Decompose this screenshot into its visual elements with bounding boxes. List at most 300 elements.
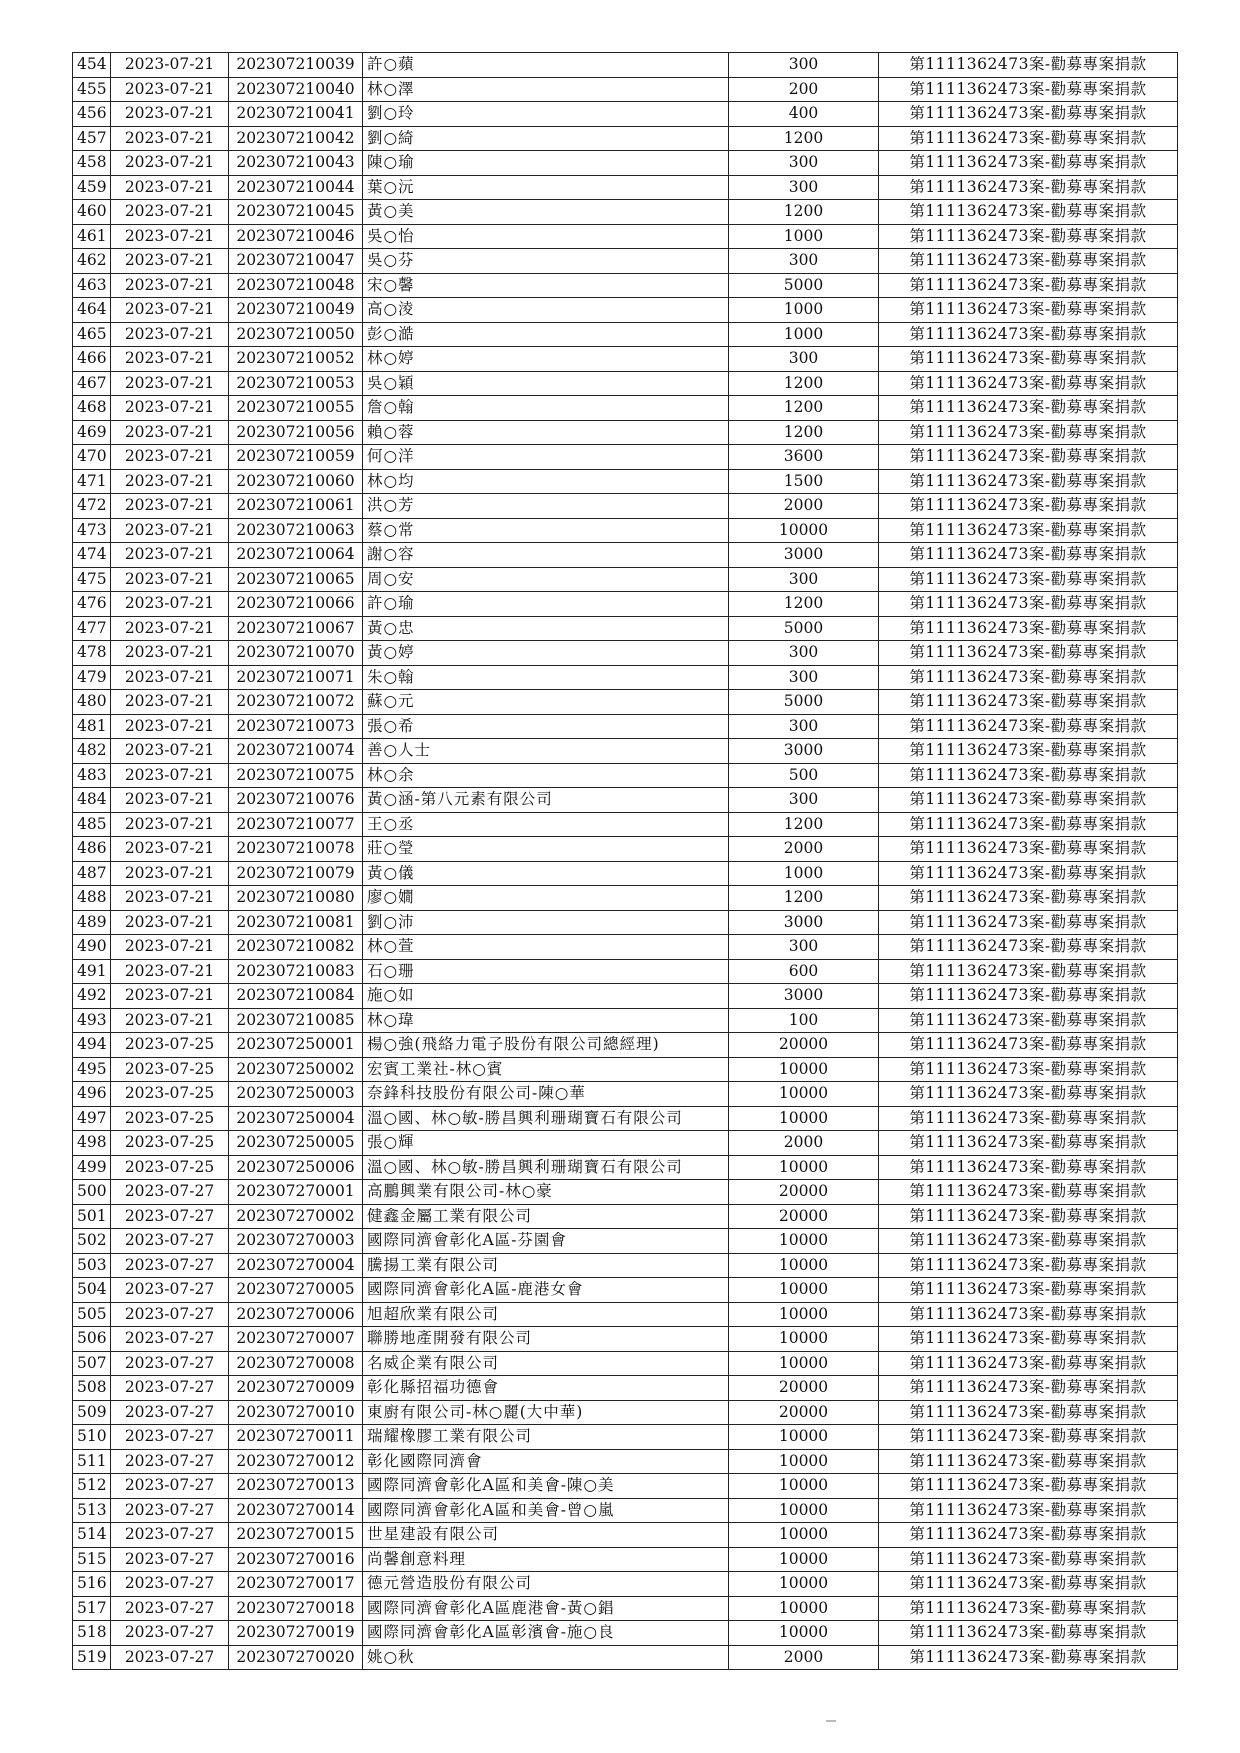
donor-name-cell: 國際同濟會彰化A區和美會-曾○嵐 (363, 1498, 729, 1523)
donor-name-cell: 周○安 (363, 567, 729, 592)
note-cell: 第1111362473案-勸募專案捐款 (879, 861, 1178, 886)
amount-cell: 1000 (729, 224, 879, 249)
note-cell: 第1111362473案-勸募專案捐款 (879, 1547, 1178, 1572)
note-cell: 第1111362473案-勸募專案捐款 (879, 494, 1178, 519)
amount-cell: 20000 (729, 1204, 879, 1229)
table-row (73, 1572, 1178, 1597)
date-cell: 2023-07-25 (111, 1155, 229, 1180)
row-number-cell: 499 (73, 1155, 111, 1180)
date-cell: 2023-07-21 (111, 935, 229, 960)
note-cell: 第1111362473案-勸募專案捐款 (879, 1645, 1178, 1670)
amount-cell: 10000 (729, 1621, 879, 1646)
table-row (73, 1547, 1178, 1572)
receipt-number-cell: 202307210080 (229, 886, 363, 911)
amount-cell: 2000 (729, 1131, 879, 1156)
donor-name-cell: 高鵬興業有限公司-林○豪 (363, 1180, 729, 1205)
receipt-number-cell: 202307270003 (229, 1229, 363, 1254)
donor-name-cell: 謝○容 (363, 543, 729, 568)
table-row (73, 1278, 1178, 1303)
note-cell: 第1111362473案-勸募專案捐款 (879, 984, 1178, 1009)
date-cell: 2023-07-21 (111, 763, 229, 788)
table-row (73, 812, 1178, 837)
table-row (73, 910, 1178, 935)
donor-name-cell: 劉○沛 (363, 910, 729, 935)
receipt-number-cell: 202307270014 (229, 1498, 363, 1523)
table-row (73, 1376, 1178, 1401)
receipt-number-cell: 202307210042 (229, 126, 363, 151)
receipt-number-cell: 202307270016 (229, 1547, 363, 1572)
receipt-number-cell: 202307210053 (229, 371, 363, 396)
receipt-number-cell: 202307210072 (229, 690, 363, 715)
row-number-cell: 472 (73, 494, 111, 519)
table-row (73, 1498, 1178, 1523)
note-cell: 第1111362473案-勸募專案捐款 (879, 175, 1178, 200)
date-cell: 2023-07-21 (111, 861, 229, 886)
date-cell: 2023-07-27 (111, 1327, 229, 1352)
donor-name-cell: 吳○芬 (363, 249, 729, 274)
donor-name-cell: 高○淩 (363, 298, 729, 323)
date-cell: 2023-07-27 (111, 1204, 229, 1229)
amount-cell: 10000 (729, 1547, 879, 1572)
row-number-cell: 511 (73, 1449, 111, 1474)
table-row (73, 1400, 1178, 1425)
receipt-number-cell: 202307210050 (229, 322, 363, 347)
amount-cell: 10000 (729, 1155, 879, 1180)
note-cell: 第1111362473案-勸募專案捐款 (879, 1449, 1178, 1474)
row-number-cell: 503 (73, 1253, 111, 1278)
amount-cell: 500 (729, 763, 879, 788)
amount-cell: 10000 (729, 1425, 879, 1450)
table-row (73, 1180, 1178, 1205)
date-cell: 2023-07-27 (111, 1596, 229, 1621)
table-row (73, 861, 1178, 886)
note-cell: 第1111362473案-勸募專案捐款 (879, 935, 1178, 960)
donor-name-cell: 莊○瑩 (363, 837, 729, 862)
date-cell: 2023-07-21 (111, 812, 229, 837)
amount-cell: 300 (729, 788, 879, 813)
table-row (73, 665, 1178, 690)
receipt-number-cell: 202307210075 (229, 763, 363, 788)
note-cell: 第1111362473案-勸募專案捐款 (879, 812, 1178, 837)
receipt-number-cell: 202307210063 (229, 518, 363, 543)
receipt-number-cell: 202307270004 (229, 1253, 363, 1278)
amount-cell: 10000 (729, 1106, 879, 1131)
donor-name-cell: 國際同濟會彰化A區彰濱會-施○良 (363, 1621, 729, 1646)
note-cell: 第1111362473案-勸募專案捐款 (879, 151, 1178, 176)
amount-cell: 10000 (729, 1474, 879, 1499)
receipt-number-cell: 202307210074 (229, 739, 363, 764)
amount-cell: 3600 (729, 445, 879, 470)
donor-name-cell: 善○人士 (363, 739, 729, 764)
amount-cell: 2000 (729, 494, 879, 519)
note-cell: 第1111362473案-勸募專案捐款 (879, 1376, 1178, 1401)
donor-name-cell: 許○蘋 (363, 53, 729, 78)
amount-cell: 1200 (729, 592, 879, 617)
table-row (73, 469, 1178, 494)
note-cell: 第1111362473案-勸募專案捐款 (879, 1180, 1178, 1205)
date-cell: 2023-07-27 (111, 1547, 229, 1572)
row-number-cell: 479 (73, 665, 111, 690)
date-cell: 2023-07-21 (111, 249, 229, 274)
donor-name-cell: 德元營造股份有限公司 (363, 1572, 729, 1597)
table-row (73, 1302, 1178, 1327)
receipt-number-cell: 202307270013 (229, 1474, 363, 1499)
donor-name-cell: 奈鋒科技股份有限公司-陳○華 (363, 1082, 729, 1107)
row-number-cell: 484 (73, 788, 111, 813)
date-cell: 2023-07-25 (111, 1131, 229, 1156)
amount-cell: 10000 (729, 1278, 879, 1303)
note-cell: 第1111362473案-勸募專案捐款 (879, 1033, 1178, 1058)
receipt-number-cell: 202307210071 (229, 665, 363, 690)
table-row (73, 224, 1178, 249)
receipt-number-cell: 202307210067 (229, 616, 363, 641)
row-number-cell: 516 (73, 1572, 111, 1597)
table-row (73, 1155, 1178, 1180)
receipt-number-cell: 202307270002 (229, 1204, 363, 1229)
note-cell: 第1111362473案-勸募專案捐款 (879, 641, 1178, 666)
donor-name-cell: 詹○翰 (363, 396, 729, 421)
note-cell: 第1111362473案-勸募專案捐款 (879, 1596, 1178, 1621)
receipt-number-cell: 202307210066 (229, 592, 363, 617)
receipt-number-cell: 202307250001 (229, 1033, 363, 1058)
table-row (73, 151, 1178, 176)
table-row (73, 494, 1178, 519)
amount-cell: 1200 (729, 396, 879, 421)
note-cell: 第1111362473案-勸募專案捐款 (879, 1621, 1178, 1646)
date-cell: 2023-07-27 (111, 1425, 229, 1450)
amount-cell: 1000 (729, 322, 879, 347)
table-row (73, 543, 1178, 568)
note-cell: 第1111362473案-勸募專案捐款 (879, 1204, 1178, 1229)
table-row (73, 200, 1178, 225)
note-cell: 第1111362473案-勸募專案捐款 (879, 788, 1178, 813)
date-cell: 2023-07-27 (111, 1449, 229, 1474)
receipt-number-cell: 202307210083 (229, 959, 363, 984)
date-cell: 2023-07-21 (111, 322, 229, 347)
table-row (73, 1204, 1178, 1229)
table-row (73, 1033, 1178, 1058)
row-number-cell: 493 (73, 1008, 111, 1033)
table-row (73, 788, 1178, 813)
note-cell: 第1111362473案-勸募專案捐款 (879, 690, 1178, 715)
donor-name-cell: 國際同濟會彰化A區-芬園會 (363, 1229, 729, 1254)
donor-name-cell: 林○均 (363, 469, 729, 494)
receipt-number-cell: 202307210046 (229, 224, 363, 249)
note-cell: 第1111362473案-勸募專案捐款 (879, 1327, 1178, 1352)
table-row (73, 1449, 1178, 1474)
receipt-number-cell: 202307210055 (229, 396, 363, 421)
receipt-number-cell: 202307210061 (229, 494, 363, 519)
date-cell: 2023-07-21 (111, 224, 229, 249)
receipt-number-cell: 202307210064 (229, 543, 363, 568)
donor-name-cell: 吳○穎 (363, 371, 729, 396)
amount-cell: 10000 (729, 1302, 879, 1327)
date-cell: 2023-07-21 (111, 910, 229, 935)
receipt-number-cell: 202307210047 (229, 249, 363, 274)
date-cell: 2023-07-21 (111, 690, 229, 715)
note-cell: 第1111362473案-勸募專案捐款 (879, 1008, 1178, 1033)
row-number-cell: 469 (73, 420, 111, 445)
row-number-cell: 462 (73, 249, 111, 274)
amount-cell: 10000 (729, 1253, 879, 1278)
amount-cell: 300 (729, 665, 879, 690)
amount-cell: 20000 (729, 1376, 879, 1401)
row-number-cell: 489 (73, 910, 111, 935)
note-cell: 第1111362473案-勸募專案捐款 (879, 200, 1178, 225)
note-cell: 第1111362473案-勸募專案捐款 (879, 1229, 1178, 1254)
receipt-number-cell: 202307210070 (229, 641, 363, 666)
table-row (73, 322, 1178, 347)
table-row (73, 763, 1178, 788)
donor-name-cell: 溫○國、林○敏-勝昌興利珊瑚寶石有限公司 (363, 1155, 729, 1180)
donor-name-cell: 東廚有限公司-林○麗(大中華) (363, 1400, 729, 1425)
amount-cell: 300 (729, 347, 879, 372)
table-row (73, 690, 1178, 715)
donor-name-cell: 陳○瑜 (363, 151, 729, 176)
table-row (73, 935, 1178, 960)
row-number-cell: 464 (73, 298, 111, 323)
note-cell: 第1111362473案-勸募專案捐款 (879, 371, 1178, 396)
amount-cell: 10000 (729, 1596, 879, 1621)
receipt-number-cell: 202307270001 (229, 1180, 363, 1205)
receipt-number-cell: 202307210044 (229, 175, 363, 200)
date-cell: 2023-07-21 (111, 1008, 229, 1033)
date-cell: 2023-07-21 (111, 298, 229, 323)
donor-name-cell: 廖○嫺 (363, 886, 729, 911)
amount-cell: 3000 (729, 739, 879, 764)
donor-name-cell: 宋○馨 (363, 273, 729, 298)
row-number-cell: 496 (73, 1082, 111, 1107)
row-number-cell: 478 (73, 641, 111, 666)
receipt-number-cell: 202307210059 (229, 445, 363, 470)
date-cell: 2023-07-21 (111, 77, 229, 102)
donor-name-cell: 尚馨創意料理 (363, 1547, 729, 1572)
note-cell: 第1111362473案-勸募專案捐款 (879, 1302, 1178, 1327)
date-cell: 2023-07-21 (111, 126, 229, 151)
amount-cell: 10000 (729, 1523, 879, 1548)
receipt-number-cell: 202307210048 (229, 273, 363, 298)
note-cell: 第1111362473案-勸募專案捐款 (879, 1474, 1178, 1499)
table-row (73, 1327, 1178, 1352)
receipt-number-cell: 202307270020 (229, 1645, 363, 1670)
amount-cell: 600 (729, 959, 879, 984)
donor-name-cell: 國際同濟會彰化A區鹿港會-黃○錩 (363, 1596, 729, 1621)
note-cell: 第1111362473案-勸募專案捐款 (879, 1082, 1178, 1107)
amount-cell: 300 (729, 935, 879, 960)
date-cell: 2023-07-21 (111, 420, 229, 445)
row-number-cell: 458 (73, 151, 111, 176)
row-number-cell: 506 (73, 1327, 111, 1352)
donor-name-cell: 聯勝地產開發有限公司 (363, 1327, 729, 1352)
table-row (73, 1082, 1178, 1107)
table-row (73, 298, 1178, 323)
receipt-number-cell: 202307270009 (229, 1376, 363, 1401)
date-cell: 2023-07-21 (111, 886, 229, 911)
amount-cell: 1000 (729, 861, 879, 886)
receipt-number-cell: 202307210078 (229, 837, 363, 862)
receipt-number-cell: 202307270010 (229, 1400, 363, 1425)
amount-cell: 1200 (729, 420, 879, 445)
table-row (73, 592, 1178, 617)
donor-name-cell: 楊○強(飛絡力電子股份有限公司總經理) (363, 1033, 729, 1058)
amount-cell: 5000 (729, 273, 879, 298)
date-cell: 2023-07-27 (111, 1376, 229, 1401)
note-cell: 第1111362473案-勸募專案捐款 (879, 1278, 1178, 1303)
amount-cell: 10000 (729, 1229, 879, 1254)
date-cell: 2023-07-27 (111, 1302, 229, 1327)
receipt-number-cell: 202307270012 (229, 1449, 363, 1474)
row-number-cell: 465 (73, 322, 111, 347)
receipt-number-cell: 202307250003 (229, 1082, 363, 1107)
row-number-cell: 502 (73, 1229, 111, 1254)
table-row (73, 567, 1178, 592)
receipt-number-cell: 202307270011 (229, 1425, 363, 1450)
receipt-number-cell: 202307270019 (229, 1621, 363, 1646)
amount-cell: 300 (729, 151, 879, 176)
note-cell: 第1111362473案-勸募專案捐款 (879, 1425, 1178, 1450)
date-cell: 2023-07-25 (111, 1082, 229, 1107)
date-cell: 2023-07-21 (111, 347, 229, 372)
note-cell: 第1111362473案-勸募專案捐款 (879, 518, 1178, 543)
amount-cell: 1200 (729, 200, 879, 225)
receipt-number-cell: 202307210082 (229, 935, 363, 960)
donor-name-cell: 林○余 (363, 763, 729, 788)
row-number-cell: 474 (73, 543, 111, 568)
receipt-number-cell: 202307210085 (229, 1008, 363, 1033)
receipt-number-cell: 202307210065 (229, 567, 363, 592)
row-number-cell: 490 (73, 935, 111, 960)
row-number-cell: 466 (73, 347, 111, 372)
receipt-number-cell: 202307270017 (229, 1572, 363, 1597)
row-number-cell: 488 (73, 886, 111, 911)
amount-cell: 1000 (729, 298, 879, 323)
row-number-cell: 481 (73, 714, 111, 739)
table-row (73, 102, 1178, 127)
receipt-number-cell: 202307210045 (229, 200, 363, 225)
row-number-cell: 497 (73, 1106, 111, 1131)
table-row (73, 1131, 1178, 1156)
row-number-cell: 504 (73, 1278, 111, 1303)
note-cell: 第1111362473案-勸募專案捐款 (879, 1572, 1178, 1597)
row-number-cell: 494 (73, 1033, 111, 1058)
note-cell: 第1111362473案-勸募專案捐款 (879, 445, 1178, 470)
date-cell: 2023-07-21 (111, 543, 229, 568)
table-row (73, 1621, 1178, 1646)
amount-cell: 300 (729, 641, 879, 666)
table-row (73, 126, 1178, 151)
amount-cell: 10000 (729, 518, 879, 543)
donor-name-cell: 何○洋 (363, 445, 729, 470)
donor-name-cell: 旭超欣業有限公司 (363, 1302, 729, 1327)
table-row (73, 959, 1178, 984)
donor-name-cell: 黃○儀 (363, 861, 729, 886)
table-row (73, 739, 1178, 764)
date-cell: 2023-07-25 (111, 1106, 229, 1131)
amount-cell: 300 (729, 567, 879, 592)
row-number-cell: 482 (73, 739, 111, 764)
amount-cell: 2000 (729, 1645, 879, 1670)
note-cell: 第1111362473案-勸募專案捐款 (879, 543, 1178, 568)
date-cell: 2023-07-27 (111, 1621, 229, 1646)
receipt-number-cell: 202307210049 (229, 298, 363, 323)
note-cell: 第1111362473案-勸募專案捐款 (879, 910, 1178, 935)
note-cell: 第1111362473案-勸募專案捐款 (879, 1351, 1178, 1376)
row-number-cell: 467 (73, 371, 111, 396)
donor-name-cell: 世星建設有限公司 (363, 1523, 729, 1548)
date-cell: 2023-07-21 (111, 371, 229, 396)
note-cell: 第1111362473案-勸募專案捐款 (879, 959, 1178, 984)
donor-name-cell: 國際同濟會彰化A區和美會-陳○美 (363, 1474, 729, 1499)
donor-name-cell: 黃○美 (363, 200, 729, 225)
note-cell: 第1111362473案-勸募專案捐款 (879, 592, 1178, 617)
row-number-cell: 505 (73, 1302, 111, 1327)
date-cell: 2023-07-21 (111, 959, 229, 984)
donor-name-cell: 瑞耀橡膠工業有限公司 (363, 1425, 729, 1450)
note-cell: 第1111362473案-勸募專案捐款 (879, 273, 1178, 298)
receipt-number-cell: 202307270007 (229, 1327, 363, 1352)
date-cell: 2023-07-21 (111, 53, 229, 78)
table-row (73, 714, 1178, 739)
date-cell: 2023-07-21 (111, 102, 229, 127)
table-row (73, 371, 1178, 396)
table-row (73, 837, 1178, 862)
date-cell: 2023-07-21 (111, 151, 229, 176)
table-row (73, 396, 1178, 421)
amount-cell: 1200 (729, 812, 879, 837)
amount-cell: 3000 (729, 543, 879, 568)
table-row (73, 984, 1178, 1009)
table-row (73, 518, 1178, 543)
donor-name-cell: 林○澤 (363, 77, 729, 102)
receipt-number-cell: 202307210052 (229, 347, 363, 372)
donor-name-cell: 彰化縣招福功德會 (363, 1376, 729, 1401)
table-row (73, 886, 1178, 911)
note-cell: 第1111362473案-勸募專案捐款 (879, 714, 1178, 739)
date-cell: 2023-07-21 (111, 837, 229, 862)
date-cell: 2023-07-21 (111, 616, 229, 641)
amount-cell: 300 (729, 53, 879, 78)
date-cell: 2023-07-27 (111, 1278, 229, 1303)
note-cell: 第1111362473案-勸募專案捐款 (879, 567, 1178, 592)
scan-mark (826, 1720, 836, 1722)
donor-name-cell: 姚○秋 (363, 1645, 729, 1670)
row-number-cell: 468 (73, 396, 111, 421)
row-number-cell: 457 (73, 126, 111, 151)
note-cell: 第1111362473案-勸募專案捐款 (879, 322, 1178, 347)
table-row (73, 1106, 1178, 1131)
note-cell: 第1111362473案-勸募專案捐款 (879, 1253, 1178, 1278)
row-number-cell: 498 (73, 1131, 111, 1156)
note-cell: 第1111362473案-勸募專案捐款 (879, 249, 1178, 274)
table-row (73, 1596, 1178, 1621)
row-number-cell: 495 (73, 1057, 111, 1082)
donor-name-cell: 黃○忠 (363, 616, 729, 641)
receipt-number-cell: 202307210076 (229, 788, 363, 813)
note-cell: 第1111362473案-勸募專案捐款 (879, 396, 1178, 421)
table-row (73, 347, 1178, 372)
note-cell: 第1111362473案-勸募專案捐款 (879, 665, 1178, 690)
amount-cell: 10000 (729, 1449, 879, 1474)
receipt-number-cell: 202307210084 (229, 984, 363, 1009)
row-number-cell: 518 (73, 1621, 111, 1646)
receipt-number-cell: 202307210060 (229, 469, 363, 494)
receipt-number-cell: 202307210039 (229, 53, 363, 78)
date-cell: 2023-07-27 (111, 1253, 229, 1278)
donation-table (72, 52, 1178, 1670)
amount-cell: 2000 (729, 837, 879, 862)
table-row (73, 1474, 1178, 1499)
donor-name-cell: 吳○怡 (363, 224, 729, 249)
